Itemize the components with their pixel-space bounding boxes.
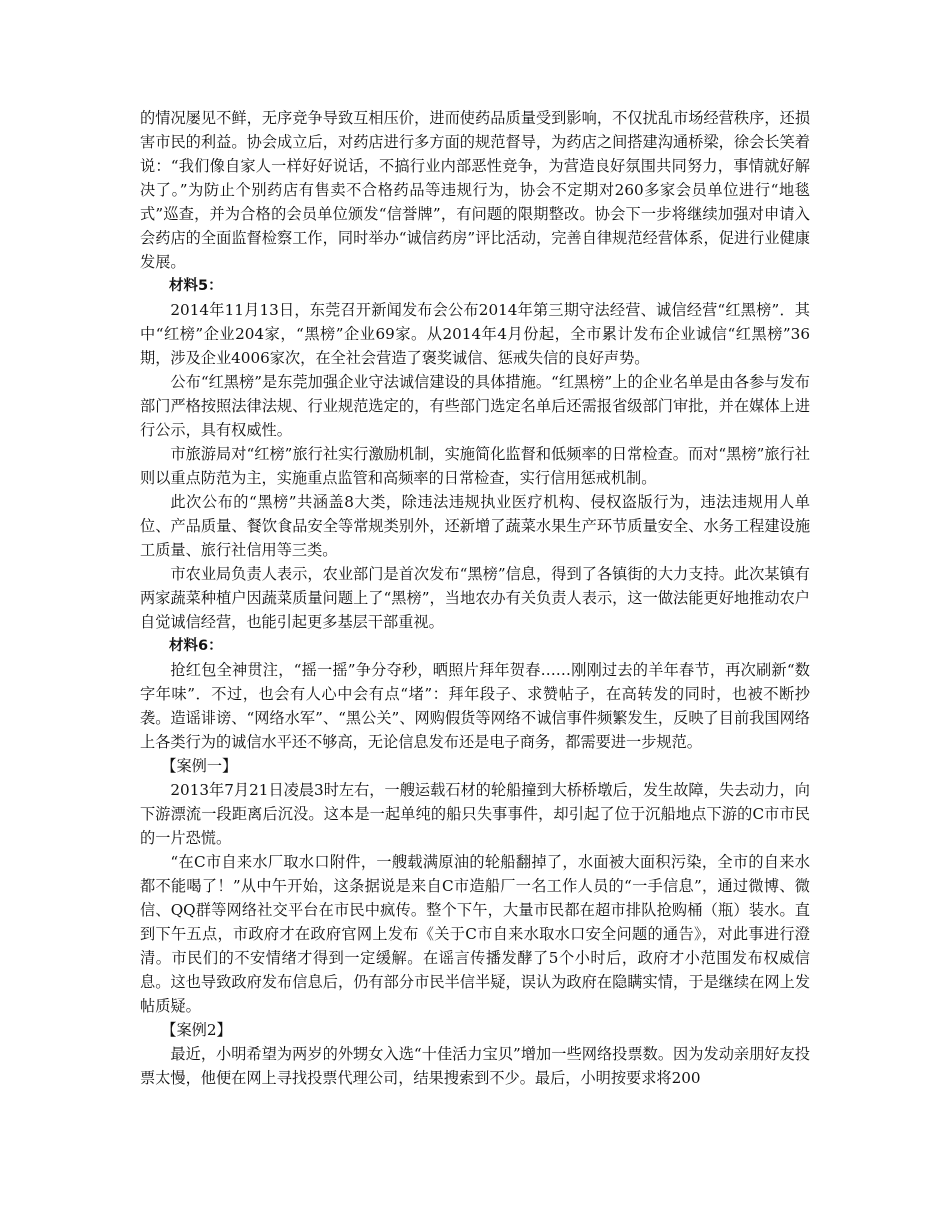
case-heading-1: 【案例一】 xyxy=(161,757,238,775)
paragraph: 2014年11月13日，东莞召开新闻发布会公布2014年第三期守法经营、诚信经营“红黑榜”．其中“红榜”企业204家，“黑榜”企业69家。从2014年4月份起，全市累计发布企业诚信“红黑榜”36期，涉及企业4006家次，在全社会营造了褒奖诚信、惩戒失信的良好声势。 xyxy=(140,301,810,367)
paragraph-continued: 的情况屡见不鲜，无序竞争导致互相压价，进而使药品质量受到影响，不仅扰乱市场经营秩序，还损害市民的利益。协会成立后，对药店进行多方面的规范督导，为药店之间搭建沟通桥梁，徐会长笑着说：“我们像自家人一样好好说话，不搞行业内部恶性竞争，为营造良好氛围共同努力，事情就好解决了。”为防止个别药店有售卖不合格药品等违规行为，协会不定期对260多家会员单位进行“地毯式”巡查，并为合格的会员单位颁发“信誉牌”，有问题的限期整改。协会下一步将继续加强对申请入会药店的全面监督检察工作，同时举办“诚信药房”评比活动，完善自律规范经营体系，促进行业健康发展。 xyxy=(140,109,810,271)
paragraph: 公布“红黑榜”是东莞加强企业守法诚信建设的具体措施。“红黑榜”上的企业名单是由各参与发布部门严格按照法律法规、行业规范选定的，有些部门选定名单后还需报省级部门审批，并在媒体上进行公示，具有权威性。 xyxy=(140,373,810,439)
paragraph: “在C市自来水厂取水口附件，一艘载满原油的轮船翻掉了，水面被大面积污染，全市的自来水都不能喝了！”从中午开始，这条据说是来自C市造船厂一名工作人员的“一手信息”，通过微博、微信、QQ群等网络社交平台在市民中疯传。整个下午，大量市民都在超市排队抢购桶（瓶）装水。直到下午五点，市政府才在政府官网上发布《关于C市自来水取水口安全问题的通告》，对此事进行澄清。市民们的不安情绪才得到一定缓解。在谣言传播发酵了5个小时后，政府才小范围发布权威信息。这也导致政府发布信息后，仍有部分市民半信半疑，误认为政府在隐瞒实情，于是继续在网上发帖质疑。 xyxy=(140,853,810,1015)
paragraph: 最近，小明希望为两岁的外甥女入选“十佳活力宝贝”增加一些网络投票数。因为发动亲朋好友投票太慢，他便在网上寻找投票代理公司，结果搜索到不少。最后，小明按要求将200 xyxy=(140,1045,810,1087)
paragraph: 市旅游局对“红榜”旅行社实行激励机制，实施简化监督和低频率的日常检查。而对“黑榜”旅行社则以重点防范为主，实施重点监管和高频率的日常检查，实行信用惩戒机制。 xyxy=(140,445,810,487)
case-heading-2: 【案例2】 xyxy=(161,1021,232,1039)
paragraph: 此次公布的“黑榜”共涵盖8大类，除违法违规执业医疗机构、侵权盗版行为，违法违规用人单位、产品质量、餐饮食品安全等常规类别外，还新增了蔬菜水果生产环节质量安全、水务工程建设施工质量、旅行社信用等三类。 xyxy=(140,493,810,559)
paragraph: 抢红包全神贯注，“摇一摇”争分夺秒，晒照片拜年贺春……刚刚过去的羊年春节，再次刷新“数字年味”．不过，也会有人心中会有点“堵”：拜年段子、求赞帖子，在高转发的同时，也被不断抄袭。造谣诽谤、“网络水军”、“黑公关”、网购假货等网络不诚信事件频繁发生，反映了目前我国网络上各类行为的诚信水平还不够高，无论信息发布还是电子商务，都需要进一步规范。 xyxy=(140,661,810,751)
paragraph: 2013年7月21日凌晨3时左右，一艘运载石材的轮船撞到大桥桥墩后，发生故障，失去动力，向下游漂流一段距离后沉没。这本是一起单纯的船只失事事件，却引起了位于沉船地点下游的C市市民的一片恐慌。 xyxy=(140,781,810,847)
paragraph: 市农业局负责人表示，农业部门是首次发布“黑榜”信息，得到了各镇街的大力支持。此次某镇有两家蔬菜种植户因蔬菜质量问题上了“黑榜”，当地农办有关负责人表示，这一做法能更好地推动农户自觉诚信经营，也能引起更多基层干部重视。 xyxy=(140,565,810,631)
section-heading-material-6: 材料6： xyxy=(169,638,223,654)
section-heading-material-5: 材料5： xyxy=(169,278,223,294)
